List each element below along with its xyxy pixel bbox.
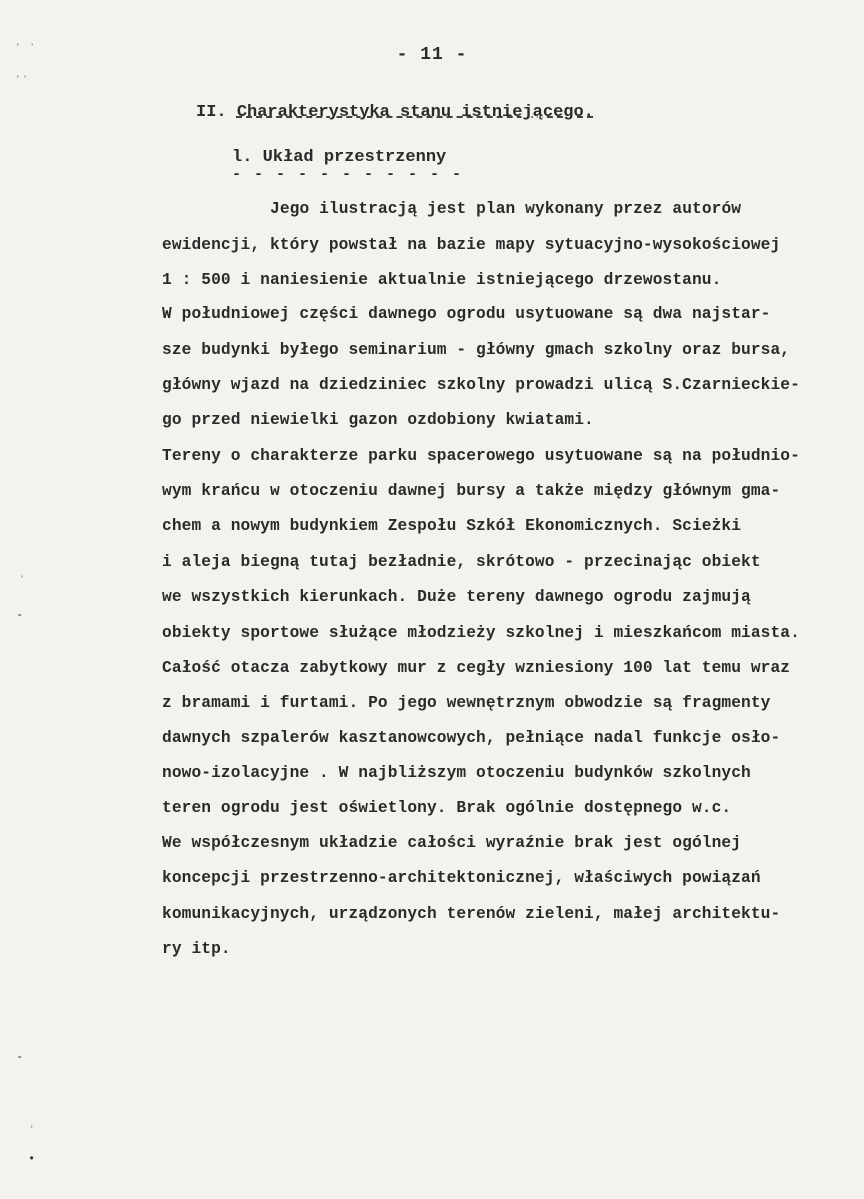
margin-mark: - — [16, 1050, 24, 1064]
body-line: z bramami i furtami. Po jego wewnętrznym obwodzie są fragmenty — [162, 694, 771, 712]
page-number: - 11 - — [396, 45, 468, 65]
body-line: ry itp. — [162, 940, 231, 958]
margin-mark: ˒ — [28, 1118, 36, 1132]
subsection-underline: - - - - - - - - - - - — [232, 166, 464, 183]
body-line: główny wjazd na dziedziniec szkolny prowadzi ulicą S.Czarnieckie- — [162, 376, 800, 394]
body-line: chem a nowym budynkiem Zespołu Szkół Ekonomicznych. Scieżki — [162, 517, 742, 535]
margin-mark: ˒˒ — [14, 68, 29, 82]
body-line: W południowej części dawnego ogrodu usytuowane są dwa najstar- — [162, 305, 771, 323]
body-line: we wszystkich kierunkach. Duże tereny dawnego ogrodu zajmują — [162, 588, 751, 606]
body-line: teren ogrodu jest oświetlony. Brak ogólnie dostępnego w.c. — [162, 799, 732, 817]
body-line: ewidencji, który powstał na bazie mapy sytuacyjno-wysokościowej — [162, 236, 781, 254]
body-line: go przed niewielki gazon ozdobiony kwiatami. — [162, 411, 594, 429]
body-line: i aleja biegną tutaj bezładnie, skrótowo - przecinając obiekt — [162, 553, 761, 571]
body-line: wym krańcu w otoczeniu dawnej bursy a także między głównym gma- — [162, 482, 781, 500]
body-line: nowo-izolacyjne . W najbliższym otoczeniu budynków szkolnych — [162, 764, 751, 782]
body-line: obiekty sportowe służące młodzieży szkolnej i mieszkańcom miasta. — [162, 624, 800, 642]
body-line: Całość otacza zabytkowy mur z cegły wzniesiony 100 lat temu wraz — [162, 659, 791, 677]
margin-mark: • — [28, 1152, 36, 1166]
body-line: sze budynki byłego seminarium - główny gmach szkolny oraz bursa, — [162, 341, 791, 359]
margin-mark: ˒ ˒ — [14, 36, 36, 50]
body-line: dawnych szpalerów kasztanowcowych, pełniące nadal funkcje osło- — [162, 729, 781, 747]
section-number: II. — [196, 103, 227, 122]
subsection-heading: l. Układ przestrzenny — [232, 148, 447, 167]
section-heading — [196, 103, 594, 122]
body-line: koncepcji przestrzenno-architektonicznej, właściwych powiązań — [162, 869, 761, 887]
body-line: 1 : 500 i naniesienie aktualnie istniejącego drzewostanu. — [162, 271, 722, 289]
body-line: Jego ilustracją jest plan wykonany przez autorów — [270, 200, 742, 218]
body-line: Tereny o charakterze parku spacerowego usytuowane są na południo- — [162, 447, 800, 465]
body-line: We współczesnym układzie całości wyraźnie brak jest ogólnej — [162, 834, 742, 852]
body-line: komunikacyjnych, urządzonych terenów zieleni, małej architektu- — [162, 905, 781, 923]
section-title: Charakterystyka stanu istniejącego. — [236, 103, 594, 122]
margin-mark: - — [16, 608, 24, 622]
margin-mark: ˒ — [18, 568, 26, 582]
